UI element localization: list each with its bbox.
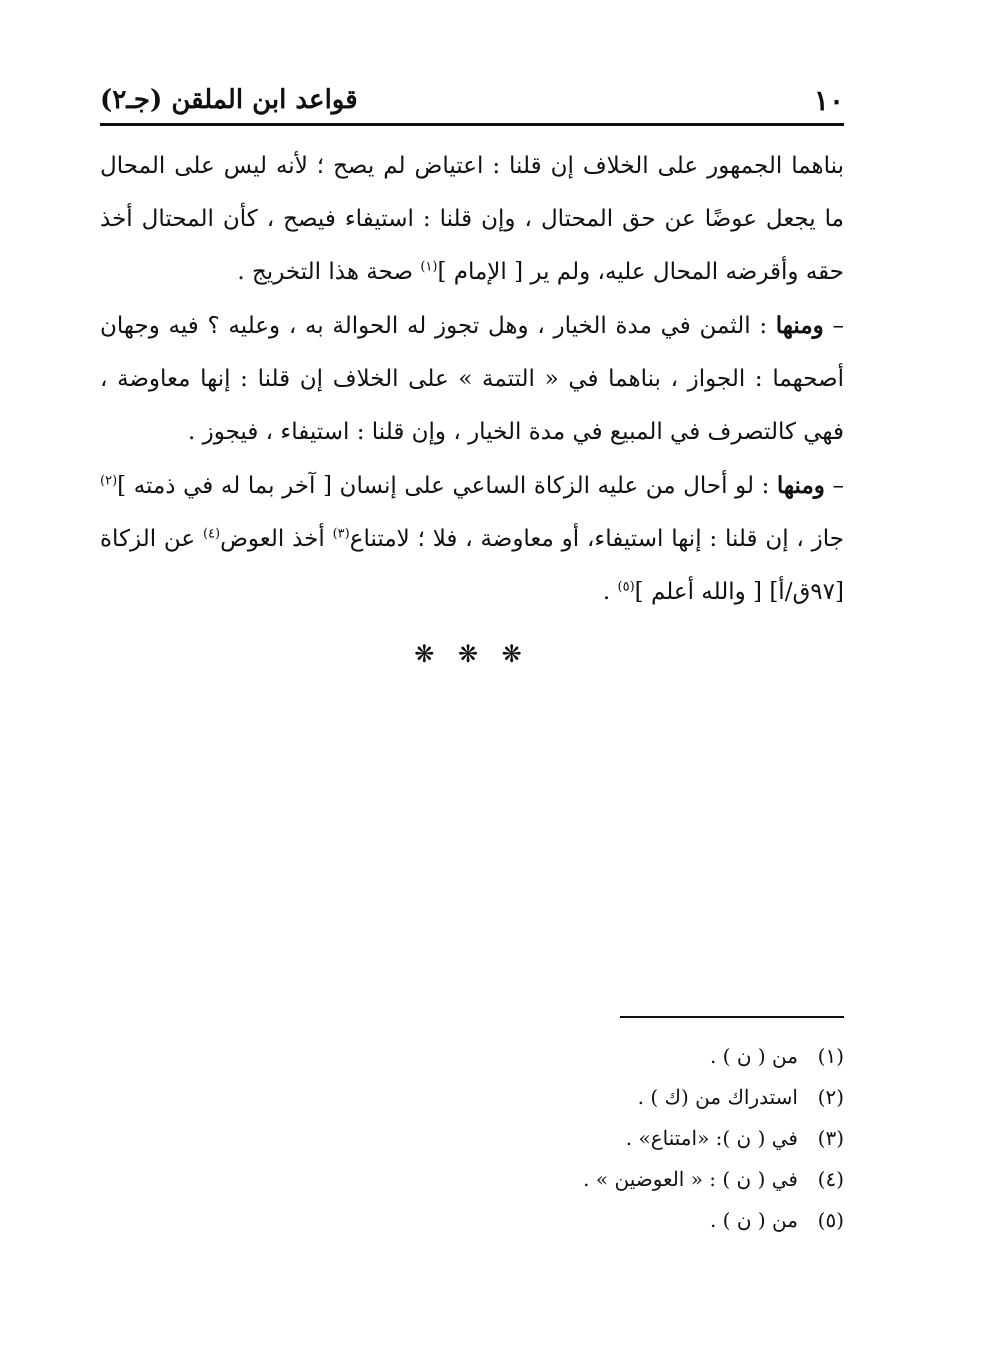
- footnote-text: في ( ن ): «امتناع» .: [625, 1126, 798, 1150]
- footnote-number: (٣): [817, 1126, 844, 1150]
- paragraph-2: [100, 299, 844, 459]
- paragraph-lead: ومنها: [775, 312, 824, 339]
- text-run: .: [602, 579, 618, 605]
- paragraph-lead: ومنها: [776, 472, 825, 499]
- text-run: صحة هذا التخريج .: [237, 259, 421, 285]
- footnote-4: [100, 1159, 844, 1200]
- footnote-ref-2: (٢): [100, 473, 118, 489]
- footnote-ref-3: (٣): [332, 526, 350, 542]
- page-number: ١٠: [813, 83, 844, 117]
- footnote-5: [100, 1200, 844, 1241]
- footnote-3: [100, 1118, 844, 1159]
- text-run: بناهما الجمهور على الخلاف إن قلنا : اعتياض لم يصح ؛ لأنه ليس على المحال ما يجعل عوضًا عن حق المحتال ، وإن قلنا : استيفاء فيصح ، كأن المحتال أخذ حقه وأقرضه المحال عليه، ولم ير [ الإمام ]: [100, 153, 844, 285]
- footnote-text: استدراك من (ك ) .: [637, 1085, 798, 1109]
- footnote-ref-5: (٥): [617, 579, 635, 595]
- footnote-text: من ( ن ) .: [709, 1208, 798, 1232]
- footnote-number: (٤): [817, 1167, 844, 1191]
- paragraph-1: [100, 140, 844, 299]
- text-run: عن الزكاة [٩٧ق/أ] [ والله أعلم ]: [100, 526, 844, 605]
- paragraph-3: [100, 459, 844, 619]
- page-header: [100, 78, 844, 122]
- footnote-ref-1: (١): [420, 259, 438, 275]
- dash-marker: –: [824, 473, 844, 499]
- footnotes: [100, 1036, 844, 1241]
- text-run: جاز ، إن قلنا : إنها استيفاء، أو معاوضة ، فلا ؛ لامتناع: [349, 526, 844, 552]
- header-divider: [100, 123, 844, 126]
- footnote-number: (١): [817, 1044, 844, 1068]
- main-text: [100, 140, 844, 619]
- footnote-2: [100, 1077, 844, 1118]
- running-title: قواعد ابن الملقن (جـ٢): [100, 85, 358, 115]
- footnote-divider: [620, 1016, 844, 1018]
- footnote-number: (٥): [817, 1208, 844, 1232]
- footnote-1: [100, 1036, 844, 1077]
- footnote-text: من ( ن ) .: [709, 1044, 798, 1068]
- footnote-number: (٢): [817, 1085, 844, 1109]
- text-run: : الثمن في مدة الخيار ، وهل تجوز له الحوالة به ، وعليه ؟ فيه وجهان أصحهما : الجواز ، بناهما في « التتمة » على الخلاف إن قلنا : إنها معاوضة ، فهي كالتصرف في المبيع في مدة الخيار ، وإن قلنا : استيفاء ، فيجوز .: [100, 313, 844, 445]
- section-ornament: ❋ ❋ ❋: [414, 640, 530, 668]
- text-run: أخذ العوض: [220, 526, 333, 552]
- text-run: : لو أحال من عليه الزكاة الساعي على إنسان [ آخر بما له في ذمته ]: [117, 473, 777, 499]
- footnote-text: في ( ن ) : « العوضين » .: [583, 1167, 798, 1191]
- footnote-ref-4: (٤): [202, 526, 221, 542]
- dash-marker: –: [823, 313, 844, 339]
